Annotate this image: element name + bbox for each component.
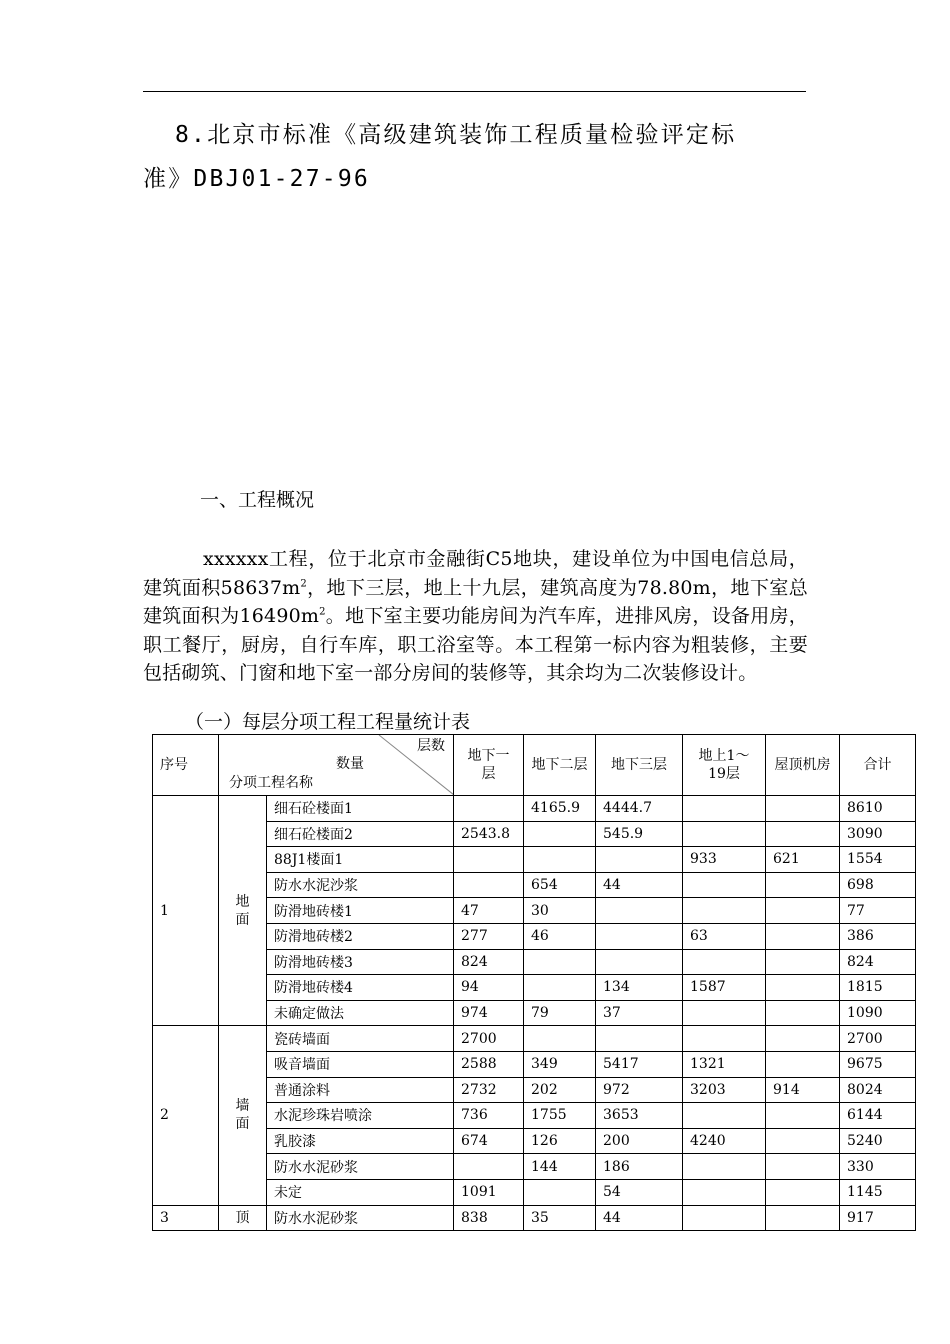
cell-b3: 44 [596, 872, 683, 898]
cell-b2: 46 [524, 923, 596, 949]
cell-b2 [524, 1179, 596, 1205]
table-row [153, 975, 916, 1001]
table-row [153, 1051, 916, 1077]
cell-b3: 186 [596, 1154, 683, 1180]
cell-above [683, 1103, 766, 1129]
cell-above [683, 872, 766, 898]
cell-b2 [524, 975, 596, 1001]
cell-b3 [596, 898, 683, 924]
cell-b3: 200 [596, 1128, 683, 1154]
cell-b3: 3653 [596, 1103, 683, 1129]
cell-above: 1587 [683, 975, 766, 1001]
cell-b1: 277 [454, 923, 524, 949]
row-item-name: 防水水泥沙浆 [267, 872, 454, 898]
cell-above: 3203 [683, 1077, 766, 1103]
cell-b1: 824 [454, 949, 524, 975]
cell-b2: 1755 [524, 1103, 596, 1129]
cell-total: 698 [840, 872, 916, 898]
title-line-1: 8.北京市标准《高级建筑装饰工程质量检验评定标 [175, 122, 737, 148]
cell-roof [766, 1179, 840, 1205]
cell-b2 [524, 1026, 596, 1052]
cell-above [683, 1179, 766, 1205]
cell-b3 [596, 923, 683, 949]
table-body [153, 796, 916, 1231]
header-item-name-label: 分项工程名称 [229, 775, 313, 791]
row-item-name: 防水水泥砂浆 [267, 1205, 454, 1231]
cell-roof [766, 975, 840, 1001]
table-row [153, 949, 916, 975]
cell-b2: 35 [524, 1205, 596, 1231]
row-seq: 2 [153, 1026, 219, 1205]
header-above: 地上1～19层 [683, 735, 766, 796]
table-caption: （一）每层分项工程工程量统计表 [185, 711, 471, 733]
header-seq: 序号 [153, 735, 219, 796]
table-row [153, 1077, 916, 1103]
cell-total: 3090 [840, 821, 916, 847]
section-heading: 一、工程概况 [200, 489, 315, 511]
cell-above [683, 1000, 766, 1026]
cell-roof [766, 1154, 840, 1180]
cell-b3: 54 [596, 1179, 683, 1205]
header-layer-label: 层数 [417, 738, 445, 754]
table-row [153, 1026, 916, 1052]
row-item-name: 水泥珍珠岩喷涂 [267, 1103, 454, 1129]
cell-total: 6144 [840, 1103, 916, 1129]
table-row [153, 847, 916, 873]
table-row [153, 1128, 916, 1154]
cell-b1 [454, 1154, 524, 1180]
cell-roof [766, 898, 840, 924]
cell-total: 386 [840, 923, 916, 949]
table-row [153, 1103, 916, 1129]
row-seq: 1 [153, 796, 219, 1026]
cell-total: 8024 [840, 1077, 916, 1103]
cell-b3 [596, 847, 683, 873]
cell-total: 1815 [840, 975, 916, 1001]
quantity-table [152, 734, 916, 1231]
cell-b1: 974 [454, 1000, 524, 1026]
cell-total: 1090 [840, 1000, 916, 1026]
row-item-name: 防滑地砖楼2 [267, 923, 454, 949]
row-category: 墙 面 [219, 1026, 267, 1205]
cell-b1: 838 [454, 1205, 524, 1231]
table-row [153, 1000, 916, 1026]
cell-above [683, 1205, 766, 1231]
cell-b1: 94 [454, 975, 524, 1001]
table-row [153, 1179, 916, 1205]
cell-above [683, 796, 766, 822]
row-item-name: 88J1楼面1 [267, 847, 454, 873]
header-total: 合计 [840, 735, 916, 796]
table-row [153, 1154, 916, 1180]
cell-b3: 4444.7 [596, 796, 683, 822]
cell-b1 [454, 872, 524, 898]
cell-b3: 134 [596, 975, 683, 1001]
row-item-name: 乳胶漆 [267, 1128, 454, 1154]
cell-above [683, 1154, 766, 1180]
row-item-name: 普通涂料 [267, 1077, 454, 1103]
cell-roof [766, 1000, 840, 1026]
cell-b2: 79 [524, 1000, 596, 1026]
cell-b1: 2700 [454, 1026, 524, 1052]
cell-roof [766, 1205, 840, 1231]
header-diagonal-cell [219, 735, 454, 796]
row-item-name: 防滑地砖楼4 [267, 975, 454, 1001]
header-b1: 地下一层 [454, 735, 524, 796]
row-seq: 3 [153, 1205, 219, 1231]
cell-b1 [454, 847, 524, 873]
row-item-name: 未定 [267, 1179, 454, 1205]
cell-b2 [524, 821, 596, 847]
cell-b2: 349 [524, 1051, 596, 1077]
row-item-name: 细石砼楼面2 [267, 821, 454, 847]
row-item-name: 瓷砖墙面 [267, 1026, 454, 1052]
cell-roof [766, 872, 840, 898]
table-row [153, 898, 916, 924]
row-item-name: 细石砼楼面1 [267, 796, 454, 822]
cell-total: 5240 [840, 1128, 916, 1154]
cell-b3: 545.9 [596, 821, 683, 847]
superscript-2: 2 [319, 606, 326, 618]
cell-above [683, 949, 766, 975]
row-item-name: 防滑地砖楼3 [267, 949, 454, 975]
row-item-name: 防水水泥砂浆 [267, 1154, 454, 1180]
title-line-2: 准》DBJ01-27-96 [143, 166, 370, 192]
table-row [153, 796, 916, 822]
cell-b3: 5417 [596, 1051, 683, 1077]
cell-above [683, 1026, 766, 1052]
cell-above: 1321 [683, 1051, 766, 1077]
cell-b1: 2543.8 [454, 821, 524, 847]
cell-total: 9675 [840, 1051, 916, 1077]
table-row [153, 872, 916, 898]
cell-total: 77 [840, 898, 916, 924]
cell-roof [766, 821, 840, 847]
cell-b3: 37 [596, 1000, 683, 1026]
cell-roof [766, 796, 840, 822]
cell-b3 [596, 1026, 683, 1052]
cell-roof: 914 [766, 1077, 840, 1103]
paragraph-part-3: 。地下室主要功能房间为汽车库，进排风房，设备用房，职工餐厅，厨房，自行车库，职工浴室等。本工程第一标内容为粗装修，主要包括砌筑、门窗和地下室一部分房间的装修等，其余均为二次装修设计。 [143, 605, 808, 684]
cell-roof [766, 1103, 840, 1129]
cell-b1 [454, 796, 524, 822]
row-item-name: 防滑地砖楼1 [267, 898, 454, 924]
cell-above: 4240 [683, 1128, 766, 1154]
cell-roof [766, 923, 840, 949]
document-title [143, 113, 808, 201]
cell-b2 [524, 949, 596, 975]
cell-b1: 1091 [454, 1179, 524, 1205]
cell-b2: 144 [524, 1154, 596, 1180]
cell-b2: 4165.9 [524, 796, 596, 822]
cell-b2: 654 [524, 872, 596, 898]
paragraph-part-1: xxxxxx工程，位于北京市金融街C5地块，建设单位为中国电信总局，建筑面积58637m [143, 548, 808, 599]
cell-total: 1554 [840, 847, 916, 873]
table-header-row [153, 735, 916, 796]
row-category: 顶 [219, 1205, 267, 1231]
cell-roof [766, 1051, 840, 1077]
cell-b1: 2588 [454, 1051, 524, 1077]
cell-above [683, 898, 766, 924]
header-roof: 屋顶机房 [766, 735, 840, 796]
cell-total: 2700 [840, 1026, 916, 1052]
cell-roof: 621 [766, 847, 840, 873]
cell-b2: 30 [524, 898, 596, 924]
row-category: 地 面 [219, 796, 267, 1026]
table-row [153, 821, 916, 847]
cell-b1: 2732 [454, 1077, 524, 1103]
cell-b3 [596, 949, 683, 975]
superscript-1: 2 [300, 578, 307, 590]
cell-b1: 736 [454, 1103, 524, 1129]
cell-b2: 126 [524, 1128, 596, 1154]
table-row [153, 923, 916, 949]
cell-total: 1145 [840, 1179, 916, 1205]
cell-b1: 674 [454, 1128, 524, 1154]
row-item-name: 未确定做法 [267, 1000, 454, 1026]
cell-b2 [524, 847, 596, 873]
header-b3: 地下三层 [596, 735, 683, 796]
header-rule [143, 91, 806, 92]
cell-above: 63 [683, 923, 766, 949]
cell-total: 8610 [840, 796, 916, 822]
table-row [153, 1205, 916, 1231]
cell-b3: 972 [596, 1077, 683, 1103]
cell-b1: 47 [454, 898, 524, 924]
cell-roof [766, 949, 840, 975]
project-overview-paragraph [143, 545, 808, 688]
cell-total: 330 [840, 1154, 916, 1180]
cell-total: 824 [840, 949, 916, 975]
cell-total: 917 [840, 1205, 916, 1231]
paragraph-part-2: ，地下三层，地上十九层，建筑高度为78.80m，地下室总建筑面积为16490m [143, 576, 808, 627]
header-b2: 地下二层 [524, 735, 596, 796]
cell-above [683, 821, 766, 847]
cell-b2: 202 [524, 1077, 596, 1103]
cell-roof [766, 1128, 840, 1154]
row-item-name: 吸音墙面 [267, 1051, 454, 1077]
cell-roof [766, 1026, 840, 1052]
header-quantity-label: 数量 [336, 756, 364, 772]
cell-above: 933 [683, 847, 766, 873]
cell-b3: 44 [596, 1205, 683, 1231]
